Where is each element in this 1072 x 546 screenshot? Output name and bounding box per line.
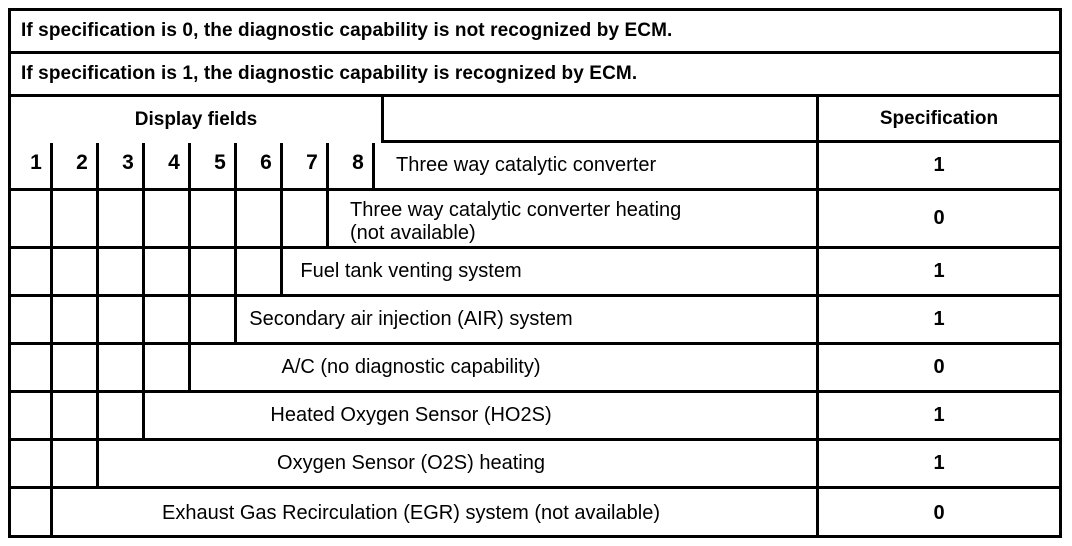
header-spacer [381,97,816,143]
table-row [11,249,1059,297]
row-label-text: Oxygen Sensor (O2S) heating [277,452,545,474]
table-row [11,297,1059,345]
row-label-text: Three way catalytic converter [396,154,657,176]
digit-label-3: 3 [122,151,134,174]
row-spec-value: 1 [816,393,1059,438]
table-row [11,489,1059,537]
table-row [11,441,1059,489]
row-label-text: Fuel tank venting system [300,260,522,282]
row-label-cell [11,249,816,294]
note-row-spec-0 [11,11,1059,54]
row-label-cell [11,297,816,342]
note-row-spec-1 [11,54,1059,97]
specification-table [8,8,1062,538]
row-label-cell [11,393,816,438]
header-display-fields: Display fields [134,109,258,130]
digit-label-8: 8 [352,151,364,174]
row-label-text: A/C (no diagnostic capability) [281,356,541,378]
row-label-text: Three way catalytic converter heating [350,199,682,221]
digit-label-7: 7 [306,151,318,174]
row-label-cell [11,441,816,486]
row-label-cell [11,489,816,537]
row-label-subtext: (not available) [350,222,476,244]
digit-label-1: 1 [30,151,42,174]
row-label-text: Secondary air injection (AIR) system [249,308,573,330]
row-label-text: Exhaust Gas Recirculation (EGR) system (not available) [162,501,660,524]
table-row [11,393,1059,441]
table-row [11,191,1059,249]
row-label-text-wrap [11,191,681,245]
row-label-text: Heated Oxygen Sensor (HO2S) [270,404,552,426]
table-body [11,143,1059,537]
row-spec-value: 1 [816,249,1059,294]
row-spec-value: 1 [816,297,1059,342]
row-spec-value: 0 [816,345,1059,390]
digit-label-2: 2 [76,151,88,174]
row-label-cell [11,191,816,246]
digit-label-5: 5 [214,151,226,174]
row-spec-value: 0 [816,489,1059,537]
digit-label-4: 4 [168,151,180,174]
table-row [11,143,1059,191]
row-spec-value: 1 [816,143,1059,188]
row-spec-value: 1 [816,441,1059,486]
header-specification: Specification [816,97,1059,143]
note-text-spec-0: If specification is 0, the diagnostic capability is not recognized by ECM. [21,20,673,41]
note-text-spec-1: If specification is 1, the diagnostic capability is recognized by ECM. [21,63,638,84]
row-spec-value: 0 [816,191,1059,246]
row-label-cell [11,345,816,390]
digit-label-6: 6 [260,151,272,174]
table-row [11,345,1059,393]
table-header-row [11,97,1059,143]
row-label-cell [11,143,816,188]
